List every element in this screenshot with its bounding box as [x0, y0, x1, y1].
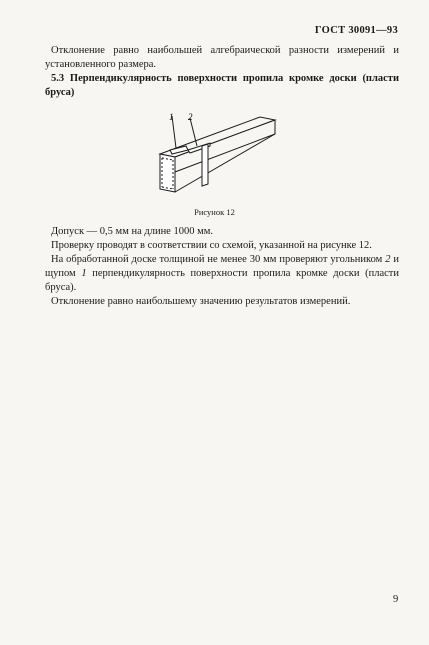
top-content — [45, 44, 399, 100]
method-text-c: перпендикулярность поверхности пропила кромке доски (пласти бруса). — [45, 268, 400, 293]
tool-number-2: 2 — [385, 254, 391, 265]
page-header: ГОСТ 30091—93 — [314, 25, 398, 36]
method-text-a: На обработанной доске толщиной не менее 30 мм проверяют угольником — [51, 254, 383, 265]
body-content — [45, 225, 399, 309]
result-paragraph: Отклонение равно наибольшему значению результатов измерений. — [51, 296, 351, 307]
tool-number-1: 1 — [81, 268, 87, 279]
section-number: 5.3 — [51, 73, 65, 84]
page-number: 9 — [393, 594, 399, 605]
section-title: Перпендикулярность поверхности пропила кромке доски (пласти бруса) — [45, 73, 399, 98]
deviation-paragraph: Отклонение равно наибольшей алгебраической разности измерений и установленного размера. — [45, 45, 399, 70]
figure-drawing — [150, 112, 285, 194]
figure-caption: Рисунок 12 — [194, 207, 235, 217]
section-heading — [45, 72, 399, 100]
figure-label-2: 2 — [188, 112, 193, 122]
method-text-b: и щупом — [45, 254, 399, 279]
figure-label-1: 1 — [169, 112, 174, 122]
method-paragraph — [45, 253, 399, 295]
tolerance-paragraph: Допуск — 0,5 мм на длине 1000 мм. — [51, 226, 214, 237]
figure-12 — [150, 112, 285, 194]
check-paragraph: Проверку проводят в соответствии со схемой, указанной на рисунке 12. — [51, 240, 372, 251]
